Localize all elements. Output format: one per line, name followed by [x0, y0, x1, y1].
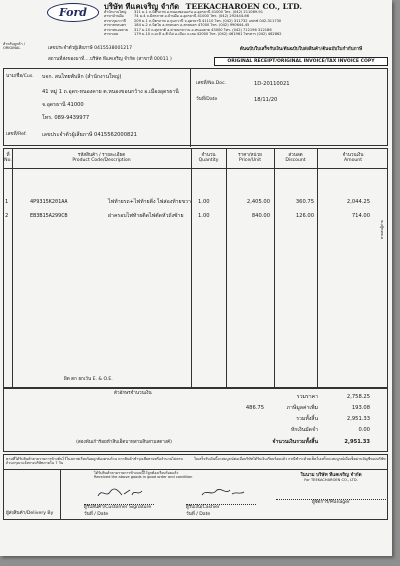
deposit-value: 0.00 [358, 427, 370, 433]
row-2-desc: ฝาครอบไฟท้ายติดไฟตัดหัวถังซ้าย [108, 213, 184, 219]
row-1-discount: 360.75 [295, 199, 314, 205]
footer-block [3, 454, 388, 520]
header-qty: จำนวน Quantity [198, 153, 219, 164]
vat-base: 486.75 [245, 405, 264, 411]
branch-row: สาขาสกลนคร 184 ม.2 ถ.นิตโย อ.สกลนคร อ.สกลนคร 47000 โทร. (042) 990644-45 [104, 23, 250, 28]
customer-block [3, 68, 388, 146]
row-2-discount: 126.00 [295, 213, 314, 219]
doc-type-en: ORIGINAL RECEIPT/ORIGINAL INVOICE/TAX INVOICE COPY [214, 57, 388, 66]
total-label: รวมทั้งสิ้น [296, 416, 318, 422]
conditions-right: ใบเสร็จรับเงินนี้จะสมบูรณ์ต่อเมื่อบริษัทได้รับเงินเรียบร้อยแล้ว กรณีชำระด้วยเช็คใบเสร็จจะสมบูรณ์เมื่อเช็คผ่านบัญชีของบริษัท [194, 457, 386, 461]
row-1-amount: 2,044.25 [346, 199, 370, 205]
items-table [3, 148, 388, 388]
doc-type-th: ต้นฉบับใบเสร็จรับเงิน/ต้นฉบับใบส่งสินค้า/ต้นฉบับใบกำกับภาษี [239, 47, 363, 52]
company-signoff: ในนาม บริษัท ทีแคเจริญ จำกัด For TEEKACHAROEN CO., LTD. ผู้จัดการ/Manager [276, 473, 386, 505]
customer-signature: ผู้รับสินค้า/Customer Signature วันที่ / Date [84, 485, 154, 518]
branch-list [104, 10, 394, 36]
total-value: 2,951.33 [346, 416, 370, 422]
row-2-code: EB3B15A299CB [30, 213, 68, 219]
copy-mark: สำหรับลูกค้า / ORIGINAL [3, 42, 25, 51]
branch-row: สาขาบ้านผือ 74 ม.4 ถ.มิตรภาพ อ.บ้านผือ อ.อุดรธานี 41000 โทร. (042) 292444-66 [104, 14, 249, 19]
row-2-no: 2 [5, 213, 9, 219]
grand-total-label: จำนวนเงินรวมทั้งสิ้น [272, 439, 318, 445]
row-2-amount: 714.00 [351, 213, 370, 219]
branch-row: สาขาเลย 179 ม.10 ถ.มะลิ อ.ติวไผ่ อ.เมือง จ.เลย 42000 โทร. (042) 461961 โทรสาร (042) 462862 [104, 32, 282, 37]
customer-ref-label: เลขที่/Ref. [6, 132, 27, 137]
company-name [104, 1, 394, 10]
customer-name: บจก. สนไทยพับลิก (สำนักงานใหญ่) [42, 74, 122, 80]
totals-block [3, 388, 388, 452]
invoice-no-label: เลขที่/No.Doc. [196, 81, 227, 86]
grand-total-value: 2,951.33 [344, 439, 370, 445]
signature-mark-1 [84, 486, 154, 500]
invoice-no: 1D-20110021 [254, 81, 290, 87]
row-1-no: 1 [5, 199, 9, 205]
deposit-label: หักเงินมัดจำ [290, 427, 318, 433]
header-discount: ส่วนลด Discount [285, 153, 306, 164]
words-label: ตัวอักษรจำนวนเงิน [114, 391, 152, 396]
customer-name-label: นาม/ชื่อ/Cus. [6, 74, 34, 79]
header-amount: จำนวนเงิน Amount [342, 153, 364, 164]
branch-row: สาขาหนองคาย 317 ม.10 ถ.ศุภชาติ อ.ค่ายบกหวาน อ.หนองคาย 43000 โทร. (042) 712196 312186 [104, 27, 272, 32]
row-1-code: 4P9315K201AA [30, 199, 68, 205]
row-1-qty: 1.00 [198, 199, 210, 205]
subtotal-label: รวมราคา [296, 394, 318, 400]
conditions-left: ตามที่ได้รับสินค้าตามรายการข้างต้นไว้ในสภาพเรียบร้อยถูกต้องครบถ้วน หากสินค้าชำรุดเสียหายหรือจำนวนไม่ครบถ้วนกรุณาแจ้งทางบริษัทภายใน 7 วัน [6, 457, 183, 466]
row-2-qty: 1.00 [198, 213, 210, 219]
branch-row: สำนักงานใหญ่ 311 ม.1 ถ.มิตรภาพ อ.หนองขอนแก่น อ.อุดรธานี 41000 โทร. (042) 211089-91 [104, 10, 264, 14]
header-code: รหัสสินค้า / รายละเอียด Product Code/Description [72, 153, 131, 164]
signature-mark-2 [186, 486, 256, 500]
header-no: ที่ No. [4, 153, 12, 164]
company-tax-id: เลขประจำตัวผู้เสียภาษี 0415538001217 [48, 46, 133, 51]
vat-value: 193.08 [351, 405, 370, 411]
row-2-price: 840.00 [251, 213, 270, 219]
invoice-date-label: วันที่/Date [196, 97, 218, 102]
customer-tax-id: เลขประจำตัวผู้เสียภาษี 0415562000821 [42, 132, 137, 138]
customer-address-1: 41 หมู่ 1 ถ.อุดร-หนองคาย ต.หนองขอนกว้าง อ.เมืองอุดรธานี [42, 89, 179, 95]
stamp-text: สายพบผู้จ่าย [380, 220, 384, 240]
amount-in-words: (สองพันเก้าร้อยห้าสิบเอ็ดบาทสามสิบสามสตางค์) [76, 440, 172, 445]
delivery-by-label: ผู้ส่งสินค้า/Delivery By [6, 511, 54, 516]
row-1-price: 2,405.00 [246, 199, 270, 205]
company-name-th: บริษัท ทีแคเจริญ จำกัด [104, 2, 180, 11]
vat-label: ภาษีมูลค่าเพิ่ม [286, 405, 318, 411]
branch-row: สาขากุมภวาปี 209 ม.1 ถ.มิตรภาพ อ.กุมภวาปี จ.อุดรธานี 41110 โทร. (042) 311732 แฟกซ์ 042-311730 [104, 18, 282, 23]
header-price: ราคา/หน่วย Price/Unit [238, 153, 262, 164]
company-name-en: TEEKACHAROEN CO., LTD. [185, 2, 302, 11]
invoice-date: 18/11/20 [254, 97, 278, 103]
row-1-desc: ไฟท้ายรถ+ไฟท้ายติ่ง ไฟส่องท้ายขวา [108, 199, 191, 205]
cashier-signature: ผู้รับเงิน/Cashier วันที่ / Date [186, 485, 256, 518]
customer-address-2: จ.อุดรธานี 41000 [42, 102, 84, 108]
subtotal-value: 2,758.25 [346, 394, 370, 400]
table-footnote: ผิด ตก ยกเว้น E. & O.E. [64, 377, 113, 382]
send-place: สถานที่ส่งของมาที่....บริษัท ทีแคเจริญ จำกัด (สาขาที่ 00011 ) [48, 57, 172, 62]
ford-logo: Ford [47, 3, 99, 22]
received-note: ได้รับสินค้าตามรายการข้างบนนี้ไว้ถูกต้องเรียบร้อยแล้ว Received the above goods in good order and condition [94, 471, 193, 480]
customer-phone: โทร. 089-9439977 [42, 115, 90, 121]
